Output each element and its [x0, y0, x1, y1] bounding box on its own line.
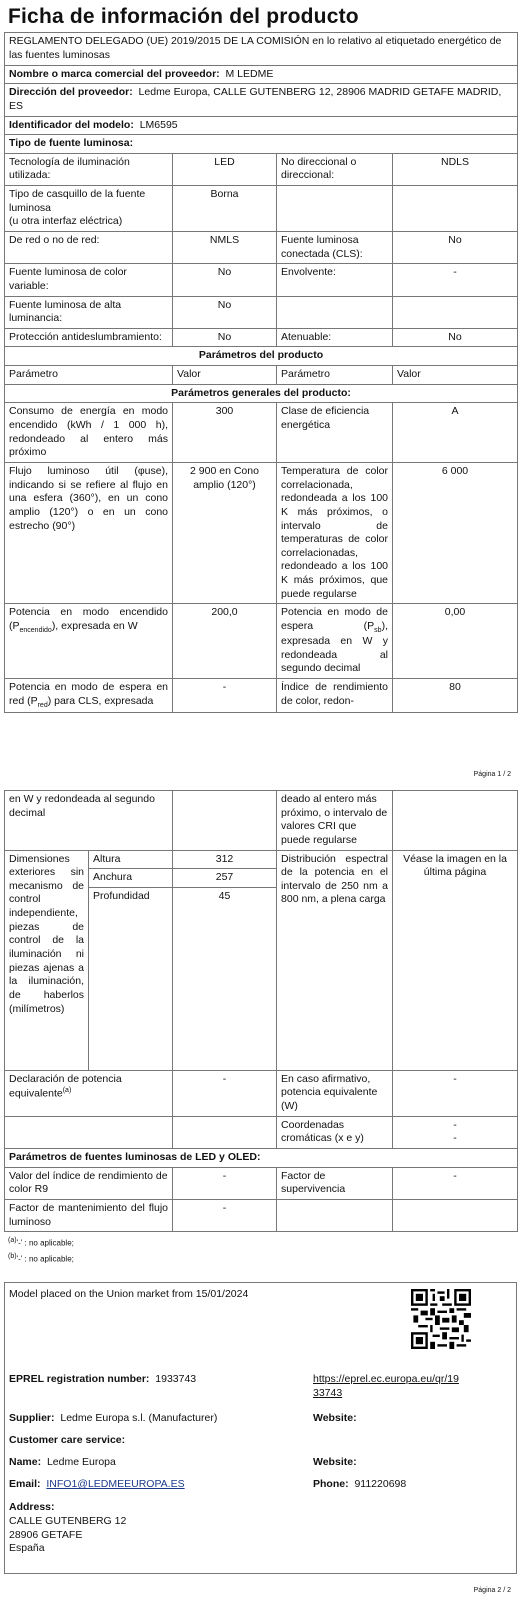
lst-row: De red o no de red: NMLS Fuente luminosa conectada (CLS): No [5, 231, 518, 263]
page-number-1: Página 1 / 2 [473, 771, 511, 778]
regulation-text: REGLAMENTO DELEGADO (UE) 2019/2015 DE LA COMISIÓN en lo relativo al etiquetado energético de las fuentes luminosas [5, 33, 518, 65]
chroma-row: Coordenadas cromáticas (x e y) - - [5, 1116, 518, 1148]
model-row: Identificador del modelo: LM6595 [5, 116, 518, 135]
product-information-sheet [4, 0, 517, 1594]
product-params-header: Parámetros del producto [5, 347, 518, 366]
address-lines: CALLE GUTENBERG 12 28906 GETAFE España [9, 1515, 127, 1555]
equiv-row: Declaración de potencia equivalente$^{(a)}$ - En caso afirmativo, potencia equivalente (W) - [5, 1070, 518, 1116]
gp-row: Consumo de energía en modo encendido (kWh / 1 000 h), redondeado al entero más próximo 300 Clase de eficiencia energética A [5, 403, 518, 463]
eprel-url-link[interactable]: https://eprel.ec.europa.eu/qr/19 33743 [313, 1373, 459, 1399]
light-source-type-header: Tipo de fuente luminosa: [5, 135, 518, 154]
eprel-box [4, 1282, 517, 1574]
page-title: Ficha de información del producto [8, 5, 359, 28]
lst-row: Fuente luminosa de color variable: No Envolvente: - [5, 264, 518, 296]
qr-code-icon[interactable] [411, 1289, 471, 1349]
supplier-row: Supplier: Ledme Europa s.l. (Manufacturer) [9, 1412, 218, 1424]
dims-row: Dimensiones exteriores sin mecanismo de control independiente, piezas de control de la iluminación ni piezas ajenas a la iluminación, de haberlos (milímetros) Altura 312 Distribución espectral de la potencia en el intervalo de 250 nm a 800 nm, a plena carga Véase la imagen en la última página [5, 850, 518, 869]
gp-row: Potencia en modo de espera en red $(P_{red})$ para CLS, expresada - Índice de rendimiento de color, redon- 80 [5, 679, 518, 713]
general-params-header: Parámetros generales del producto: [5, 384, 518, 403]
led-row: Factor de mantenimiento del flujo luminoso - [5, 1199, 518, 1231]
main-table-page1 [4, 32, 518, 713]
contact-name-row: Name: Ledme Europa [9, 1456, 116, 1468]
column-header-row: Parámetro Valor Parámetro Valor [5, 366, 518, 385]
email-link[interactable]: INFO1@LEDMEEUROPA.ES [46, 1478, 185, 1490]
lst-row: Protección antideslumbramiento: No Atenuable: No [5, 328, 518, 347]
gp-cont-row: en W y redondeada al segundo decimal deado al entero más próximo, o intervalo de valores CRI que puede regularse [5, 791, 518, 851]
led-params-header: Parámetros de fuentes luminosas de LED y OLED: [5, 1149, 518, 1168]
footnotes: $^{(a)}$'-' : no aplicable; $^{(b)}$'-' : no aplicable; [8, 1237, 74, 1264]
lst-row: Tipo de casquillo de la fuente luminosa (u otra interfaz eléctrica) Borna [5, 186, 518, 232]
supplier-name-row: Nombre o marca comercial del proveedor: M LEDME [5, 65, 518, 84]
email-row: Email: INFO1@LEDMEEUROPA.ES [9, 1478, 185, 1490]
main-table-page2: en W y redondeada al segundo decimal deado al entero más próximo, o intervalo de valores CRI que puede regularse Dimensiones exteriores sin mecanismo de control independiente, piezas de control de la iluminación ni piezas ajenas a la iluminación, de haberlos (milímetros) Altura 312 Distribución espectral de la potencia en el intervalo de 250 nm a 800 nm, a plena carga Véase la imagen en la última página Anchura 257 Profundidad 45 Declaración de potencia equivalente$^{(a)}$ - En caso afirmativo, potencia equivalente (W) - Coordenadas cromáticas (x e y) - - Parámetros de fuentes luminosas de LED y OLED: Valor del índice de rendimiento de color R9 - Factor de supervivencia - Factor de mantenimiento del flujo luminoso - [4, 790, 518, 1232]
website-label: Website: [313, 1412, 357, 1424]
placed-on-market: Model placed on the Union market from 15/01/2024 [9, 1288, 249, 1300]
gp-row: Potencia en modo encendido $(P_{encendido})$, expresada en W 200,0 Potencia en modo de espera $(P_{sb})$, expresada en W y redondeada al segundo decimal 0,00 [5, 604, 518, 679]
customer-care-label: Customer care service: [9, 1434, 126, 1446]
gp-row: Flujo luminoso útil (φuse), indicando si se refiere al flujo en una esfera (360°), en un cono amplio (120°) o en un cono estrecho (90°) 2 900 en Cono amplio (120°) Temperatura de color correlacionada, redondeada a los 100 K más próximos, o intervalo de temperaturas de color correlacionadas, redondeado a los 100 K más próximos, que puede regularse 6 000 [5, 462, 518, 603]
website2-label: Website: [313, 1456, 357, 1468]
lst-row: Tecnología de iluminación utilizada: LED No direccional o direccional: NDLS [5, 153, 518, 185]
page-number-2: Página 2 / 2 [473, 1587, 511, 1594]
supplier-address-row: Dirección del proveedor: Ledme Europa, CALLE GUTENBERG 12, 28906 MADRID GETAFE MADRID, ES [5, 84, 518, 116]
phone-row: Phone: 911220698 [313, 1478, 407, 1490]
lst-row: Fuente luminosa de alta luminancia: No [5, 296, 518, 328]
address-label: Address: [9, 1501, 55, 1513]
eprel-registration: EPREL registration number: 1933743 [9, 1373, 197, 1385]
led-row: Valor del índice de rendimiento de color R9 - Factor de supervivencia - [5, 1167, 518, 1199]
